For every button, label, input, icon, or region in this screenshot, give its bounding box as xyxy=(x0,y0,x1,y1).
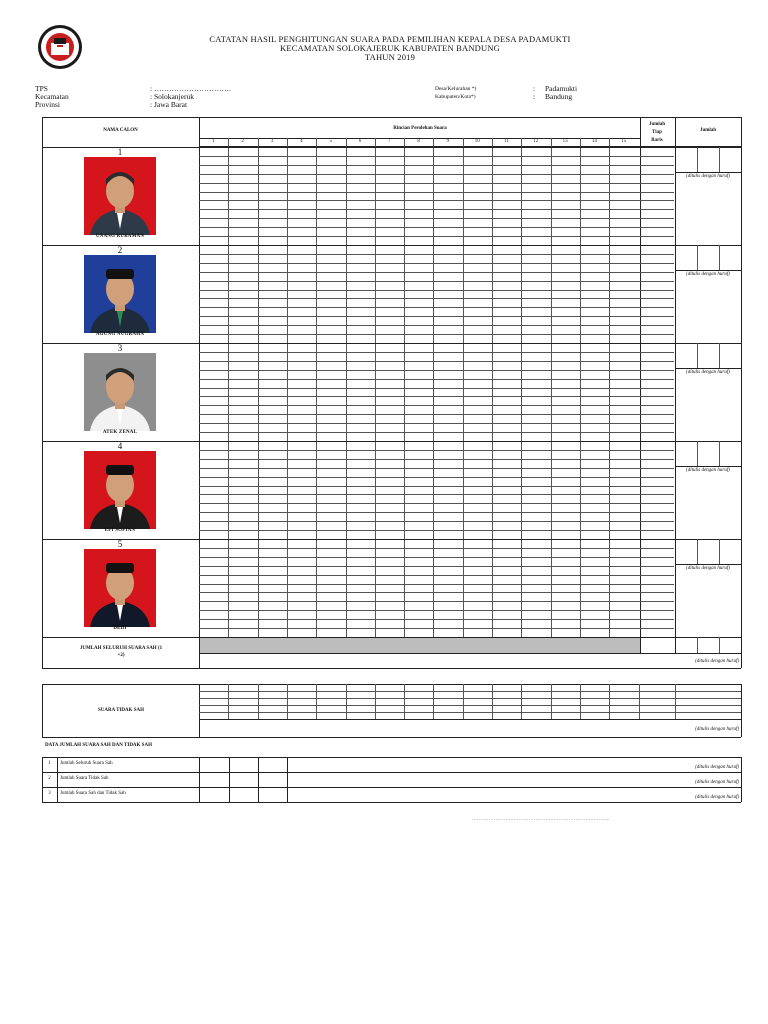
candidate-name: DEDI xyxy=(113,626,127,631)
provinsi-value: : Jawa Barat xyxy=(150,100,188,109)
candidate-ditulis: (ditulis dengan huruf) xyxy=(686,174,730,179)
summary-row-line xyxy=(42,787,741,788)
tidak-sah-rows-bottom xyxy=(199,719,741,720)
column-number: 2 xyxy=(241,139,245,144)
tidak-sah-column-line xyxy=(639,684,640,719)
tally-row-line xyxy=(199,290,674,291)
candidate-number: 3 xyxy=(117,343,123,353)
row-total-column-border xyxy=(640,117,641,653)
kabupaten-value: Bandung xyxy=(545,92,573,101)
tally-row-line xyxy=(199,592,674,593)
tally-row-line xyxy=(199,352,674,353)
candidate-number: 1 xyxy=(117,147,123,157)
summary-title: DATA JUMLAH SUARA SAH DAN TIDAK SAH xyxy=(45,743,152,748)
kabupaten-colon: : xyxy=(533,92,536,101)
summary-column-line xyxy=(258,757,259,802)
tidak-sah-column-line xyxy=(375,684,376,719)
candidate-separator xyxy=(42,245,741,246)
tally-row-line xyxy=(199,601,674,602)
tally-row-line xyxy=(199,227,674,228)
title-line-2: KECAMATAN SOLOKAJERUK KABUPATEN BANDUNG xyxy=(279,43,501,53)
summary-column-line xyxy=(199,757,200,802)
tally-row-line xyxy=(199,325,674,326)
tally-row-line xyxy=(199,388,674,389)
header-jumlah-tiap-baris xyxy=(640,121,674,145)
tidak-sah-ditulis: (ditulis dengan huruf) xyxy=(695,727,739,732)
tidak-sah-column-line xyxy=(675,684,676,719)
header-jumlah-tiap-2: Tiap xyxy=(652,130,662,135)
table-left-border xyxy=(42,117,43,668)
tps-label: TPS xyxy=(35,84,48,93)
total-ditulis: (ditulis dengan huruf) xyxy=(695,659,739,664)
summary-column-line xyxy=(741,757,742,802)
tidak-sah-row-line xyxy=(199,712,741,713)
tidak-sah-bottom xyxy=(42,737,741,738)
tally-row-line xyxy=(199,459,674,460)
title-line-1: CATATAN HASIL PENGHITUNGAN SUARA PADA PEMILIHAN KEPALA DESA PADAMUKTI xyxy=(209,34,571,44)
tidak-sah-row-line xyxy=(199,705,741,706)
candidate-ditulis: (ditulis dengan huruf) xyxy=(686,566,730,571)
jumlah-box-bottom xyxy=(675,270,741,271)
tally-row-line xyxy=(199,619,674,620)
candidate-name: UNANG RUBAMAN xyxy=(95,234,145,239)
candidate-number: 2 xyxy=(117,245,123,255)
tidak-sah-column-line xyxy=(433,684,434,719)
tally-row-line xyxy=(199,396,674,397)
tally-row-line xyxy=(199,477,674,478)
summary-row-number: 3 xyxy=(48,791,51,796)
tally-row-line xyxy=(199,165,674,166)
column-number: 15 xyxy=(621,139,627,144)
candidate-ditulis: (ditulis dengan huruf) xyxy=(686,370,730,375)
tally-row-line xyxy=(199,512,674,513)
tally-row-line xyxy=(199,334,674,335)
tally-row-line xyxy=(199,584,674,585)
jumlah-seluruh-line1: JUMLAH SELURUH SUARA SAH (1 xyxy=(79,646,163,651)
jumlah-box-bottom xyxy=(675,368,741,369)
candidate-number: 5 xyxy=(117,539,123,549)
tidak-sah-column-line xyxy=(492,684,493,719)
tally-row-line xyxy=(199,263,674,264)
column-number: 13 xyxy=(562,139,568,144)
tidak-sah-column-line xyxy=(551,684,552,719)
kecamatan-value: : Solokanjeruk xyxy=(150,92,194,101)
column-number: 3 xyxy=(270,139,274,144)
tally-row-line xyxy=(199,209,674,210)
header-jumlah-tiap-1: Jumlah xyxy=(648,122,666,127)
suara-tidak-sah-label: SUARA TIDAK SAH xyxy=(97,708,145,713)
desa-value: Padamukti xyxy=(545,84,578,93)
jumlah-box-divider xyxy=(697,539,698,564)
table-right-border xyxy=(741,117,742,668)
header-divider xyxy=(199,138,640,139)
tally-row-line xyxy=(199,405,674,406)
tally-row-line xyxy=(199,236,674,237)
candidate-separator xyxy=(42,147,741,148)
candidate-separator xyxy=(42,343,741,344)
totals-mid xyxy=(199,653,741,654)
desa-label: Desa/Kelurahan *) xyxy=(435,86,477,92)
summary-row-label: Jumlah Seluruh Suara Sah xyxy=(60,761,113,766)
jumlah-box-divider xyxy=(697,245,698,270)
jumlah-box-divider xyxy=(697,441,698,466)
candidate-photo xyxy=(84,157,156,235)
tally-row-line xyxy=(199,486,674,487)
summary-column-line xyxy=(229,757,230,802)
tally-row-line xyxy=(199,272,674,273)
tally-row-line xyxy=(199,610,674,611)
tidak-sah-top xyxy=(42,684,741,685)
summary-top xyxy=(42,757,741,758)
tally-row-line xyxy=(199,379,674,380)
tidak-sah-column-line xyxy=(346,684,347,719)
column-number: 8 xyxy=(417,139,420,144)
signature-line: ……………………………………………………………………….. xyxy=(472,817,610,822)
tidak-sah-column-line xyxy=(404,684,405,719)
column-number: 9 xyxy=(446,139,450,144)
tally-row-line xyxy=(199,450,674,451)
column-number: 14 xyxy=(591,139,597,144)
jumlah-box-divider xyxy=(697,147,698,172)
tally-row-line xyxy=(199,521,674,522)
tally-row-line xyxy=(199,548,674,549)
summary-row-line xyxy=(42,772,741,773)
tally-row-line xyxy=(199,423,674,424)
candidate-photo xyxy=(84,255,156,333)
candidate-photo xyxy=(84,549,156,627)
summary-row-label: Jumlah Suara Tidak Sah xyxy=(60,776,109,781)
header-nama-calon: NAMA CALON xyxy=(103,128,138,133)
summary-column-line xyxy=(287,757,288,802)
tidak-sah-column-line xyxy=(580,684,581,719)
column-number: 6 xyxy=(358,139,362,144)
tps-value: : …………………………. xyxy=(150,84,231,93)
jumlah-box-divider xyxy=(719,343,720,368)
tidak-sah-row-line xyxy=(199,698,741,699)
tally-row-line xyxy=(199,414,674,415)
kabupaten-label: Kabupaten/Kota*) xyxy=(435,94,476,100)
column-number: 11 xyxy=(504,139,509,144)
tidak-sah-left xyxy=(42,684,43,737)
tally-row-line xyxy=(199,503,674,504)
table-top-border xyxy=(42,117,741,118)
candidate-name: EFI SOFIAN xyxy=(104,528,136,533)
summary-row-ditulis: (ditulis dengan huruf) xyxy=(695,780,739,785)
tally-row-line xyxy=(199,361,674,362)
tidak-sah-column-line xyxy=(316,684,317,719)
candidate-ditulis: (ditulis dengan huruf) xyxy=(686,468,730,473)
tidak-sah-column-line xyxy=(258,684,259,719)
column-number: 7 xyxy=(388,139,391,144)
jumlah-box-divider xyxy=(697,343,698,368)
tally-row-line xyxy=(199,174,674,175)
provinsi-label: Provinsi xyxy=(35,100,61,109)
summary-column-line xyxy=(42,757,43,802)
tidak-sah-right xyxy=(741,684,742,737)
summary-row-ditulis: (ditulis dengan huruf) xyxy=(695,795,739,800)
column-number: 1 xyxy=(212,139,215,144)
jumlah-box-bottom xyxy=(675,172,741,173)
tally-row-line xyxy=(199,316,674,317)
header-jumlah: Jumlah xyxy=(699,128,717,133)
candidate-name: AGUNG NUGRAHA xyxy=(95,332,145,337)
summary-row-label: Jumlah Suara Sah dan Tidak Sah xyxy=(60,791,126,796)
desa-colon: : xyxy=(533,84,536,93)
tally-row-line xyxy=(199,557,674,558)
total-shaded-area xyxy=(200,638,640,653)
tally-row-line xyxy=(199,494,674,495)
total-box-divider xyxy=(719,637,720,653)
tally-row-line xyxy=(199,370,674,371)
jumlah-seluruh-line2: +2) xyxy=(117,653,125,658)
summary-row-number: 1 xyxy=(48,761,51,766)
jumlah-column-border xyxy=(675,117,676,653)
candidate-photo xyxy=(84,451,156,529)
tidak-sah-column-line xyxy=(463,684,464,719)
candidate-ditulis: (ditulis dengan huruf) xyxy=(686,272,730,277)
tally-row-line xyxy=(199,254,674,255)
tally-row-line xyxy=(199,192,674,193)
column-number: 10 xyxy=(474,139,480,144)
candidate-name: ATEK ZENAL xyxy=(102,430,138,435)
summary-row-number: 2 xyxy=(48,776,51,781)
tidak-sah-column-line xyxy=(609,684,610,719)
tidak-sah-row-line xyxy=(199,691,741,692)
tidak-sah-column-line xyxy=(521,684,522,719)
candidate-number: 4 xyxy=(117,441,123,451)
candidate-photo xyxy=(84,353,156,431)
summary-row-ditulis: (ditulis dengan huruf) xyxy=(695,765,739,770)
candidate-separator xyxy=(42,539,741,540)
tally-row-line xyxy=(199,628,674,629)
tally-row-line xyxy=(199,468,674,469)
jumlah-box-divider xyxy=(719,245,720,270)
tally-row-line xyxy=(199,156,674,157)
jumlah-box-divider xyxy=(719,147,720,172)
tally-row-line xyxy=(199,281,674,282)
totals-bottom xyxy=(42,668,741,669)
column-number: 12 xyxy=(533,139,539,144)
jumlah-box-divider xyxy=(719,539,720,564)
total-box-divider xyxy=(697,637,698,653)
header-jumlah-tiap-3: Baris xyxy=(651,138,663,143)
header-rincian: Rincian Perolehan Suara xyxy=(393,126,447,131)
column-number: 4 xyxy=(300,139,303,144)
jumlah-box-bottom xyxy=(675,564,741,565)
column-number: 5 xyxy=(329,139,332,144)
tally-row-line xyxy=(199,298,674,299)
tidak-sah-column-line xyxy=(228,684,229,719)
jumlah-box-bottom xyxy=(675,466,741,467)
jumlah-box-divider xyxy=(719,441,720,466)
kecamatan-label: Kecamatan xyxy=(35,92,69,101)
tally-row-line xyxy=(199,575,674,576)
tally-row-line xyxy=(199,566,674,567)
candidate-separator xyxy=(42,441,741,442)
summary-column-line xyxy=(57,757,58,802)
tally-row-line xyxy=(199,307,674,308)
tidak-sah-column-line xyxy=(287,684,288,719)
tally-row-line xyxy=(199,530,674,531)
title-line-3: TAHUN 2019 xyxy=(364,52,416,62)
jumlah-seluruh-label xyxy=(44,645,198,659)
summary-row-line xyxy=(42,802,741,803)
tally-row-line xyxy=(199,432,674,433)
tally-row-line xyxy=(199,183,674,184)
tally-row-line xyxy=(199,200,674,201)
tally-row-line xyxy=(199,218,674,219)
